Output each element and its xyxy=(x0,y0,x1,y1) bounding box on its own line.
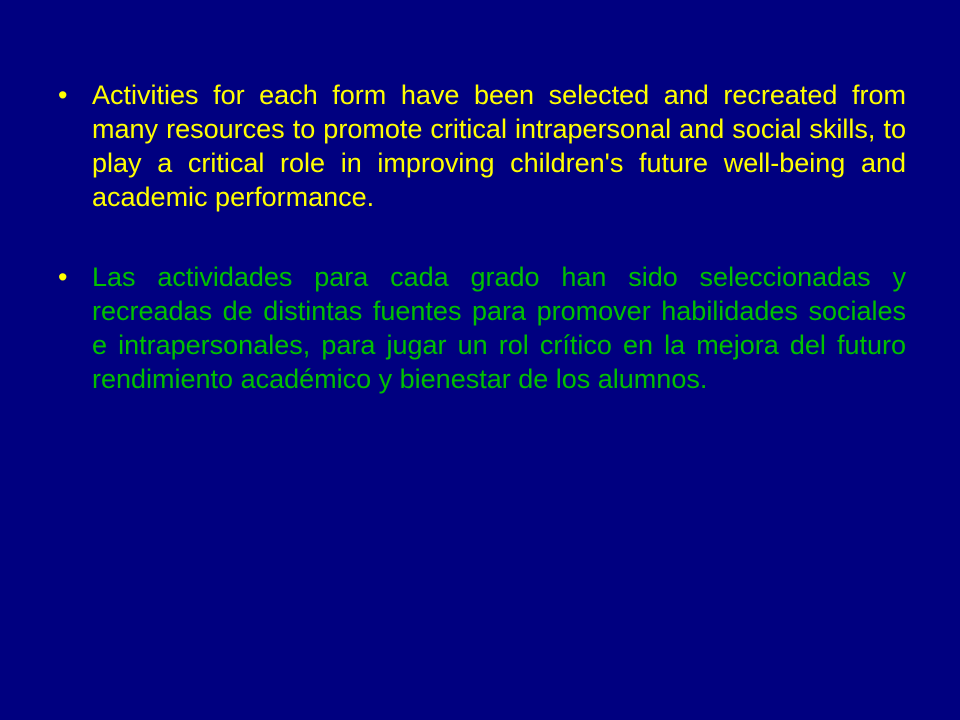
bullet-english xyxy=(58,78,906,214)
bullet-spanish-text: Las actividades para cada grado han sido seleccionadas y recreadas de distintas fuentes para promover habilidades sociales e intrapersonales, para jugar un rol crítico en la mejora del futuro rendimiento académico y bienestar de los alumnos. xyxy=(92,262,906,394)
bullet-english-text: Activities for each form have been selected and recreated from many resources to promote critical intrapersonal and social skills, to play a critical role in improving children's future well-being and academic performance. xyxy=(92,80,906,212)
bullet-marker: • xyxy=(58,262,68,292)
bullet-spanish xyxy=(58,260,906,396)
bullet-marker: • xyxy=(58,80,68,110)
